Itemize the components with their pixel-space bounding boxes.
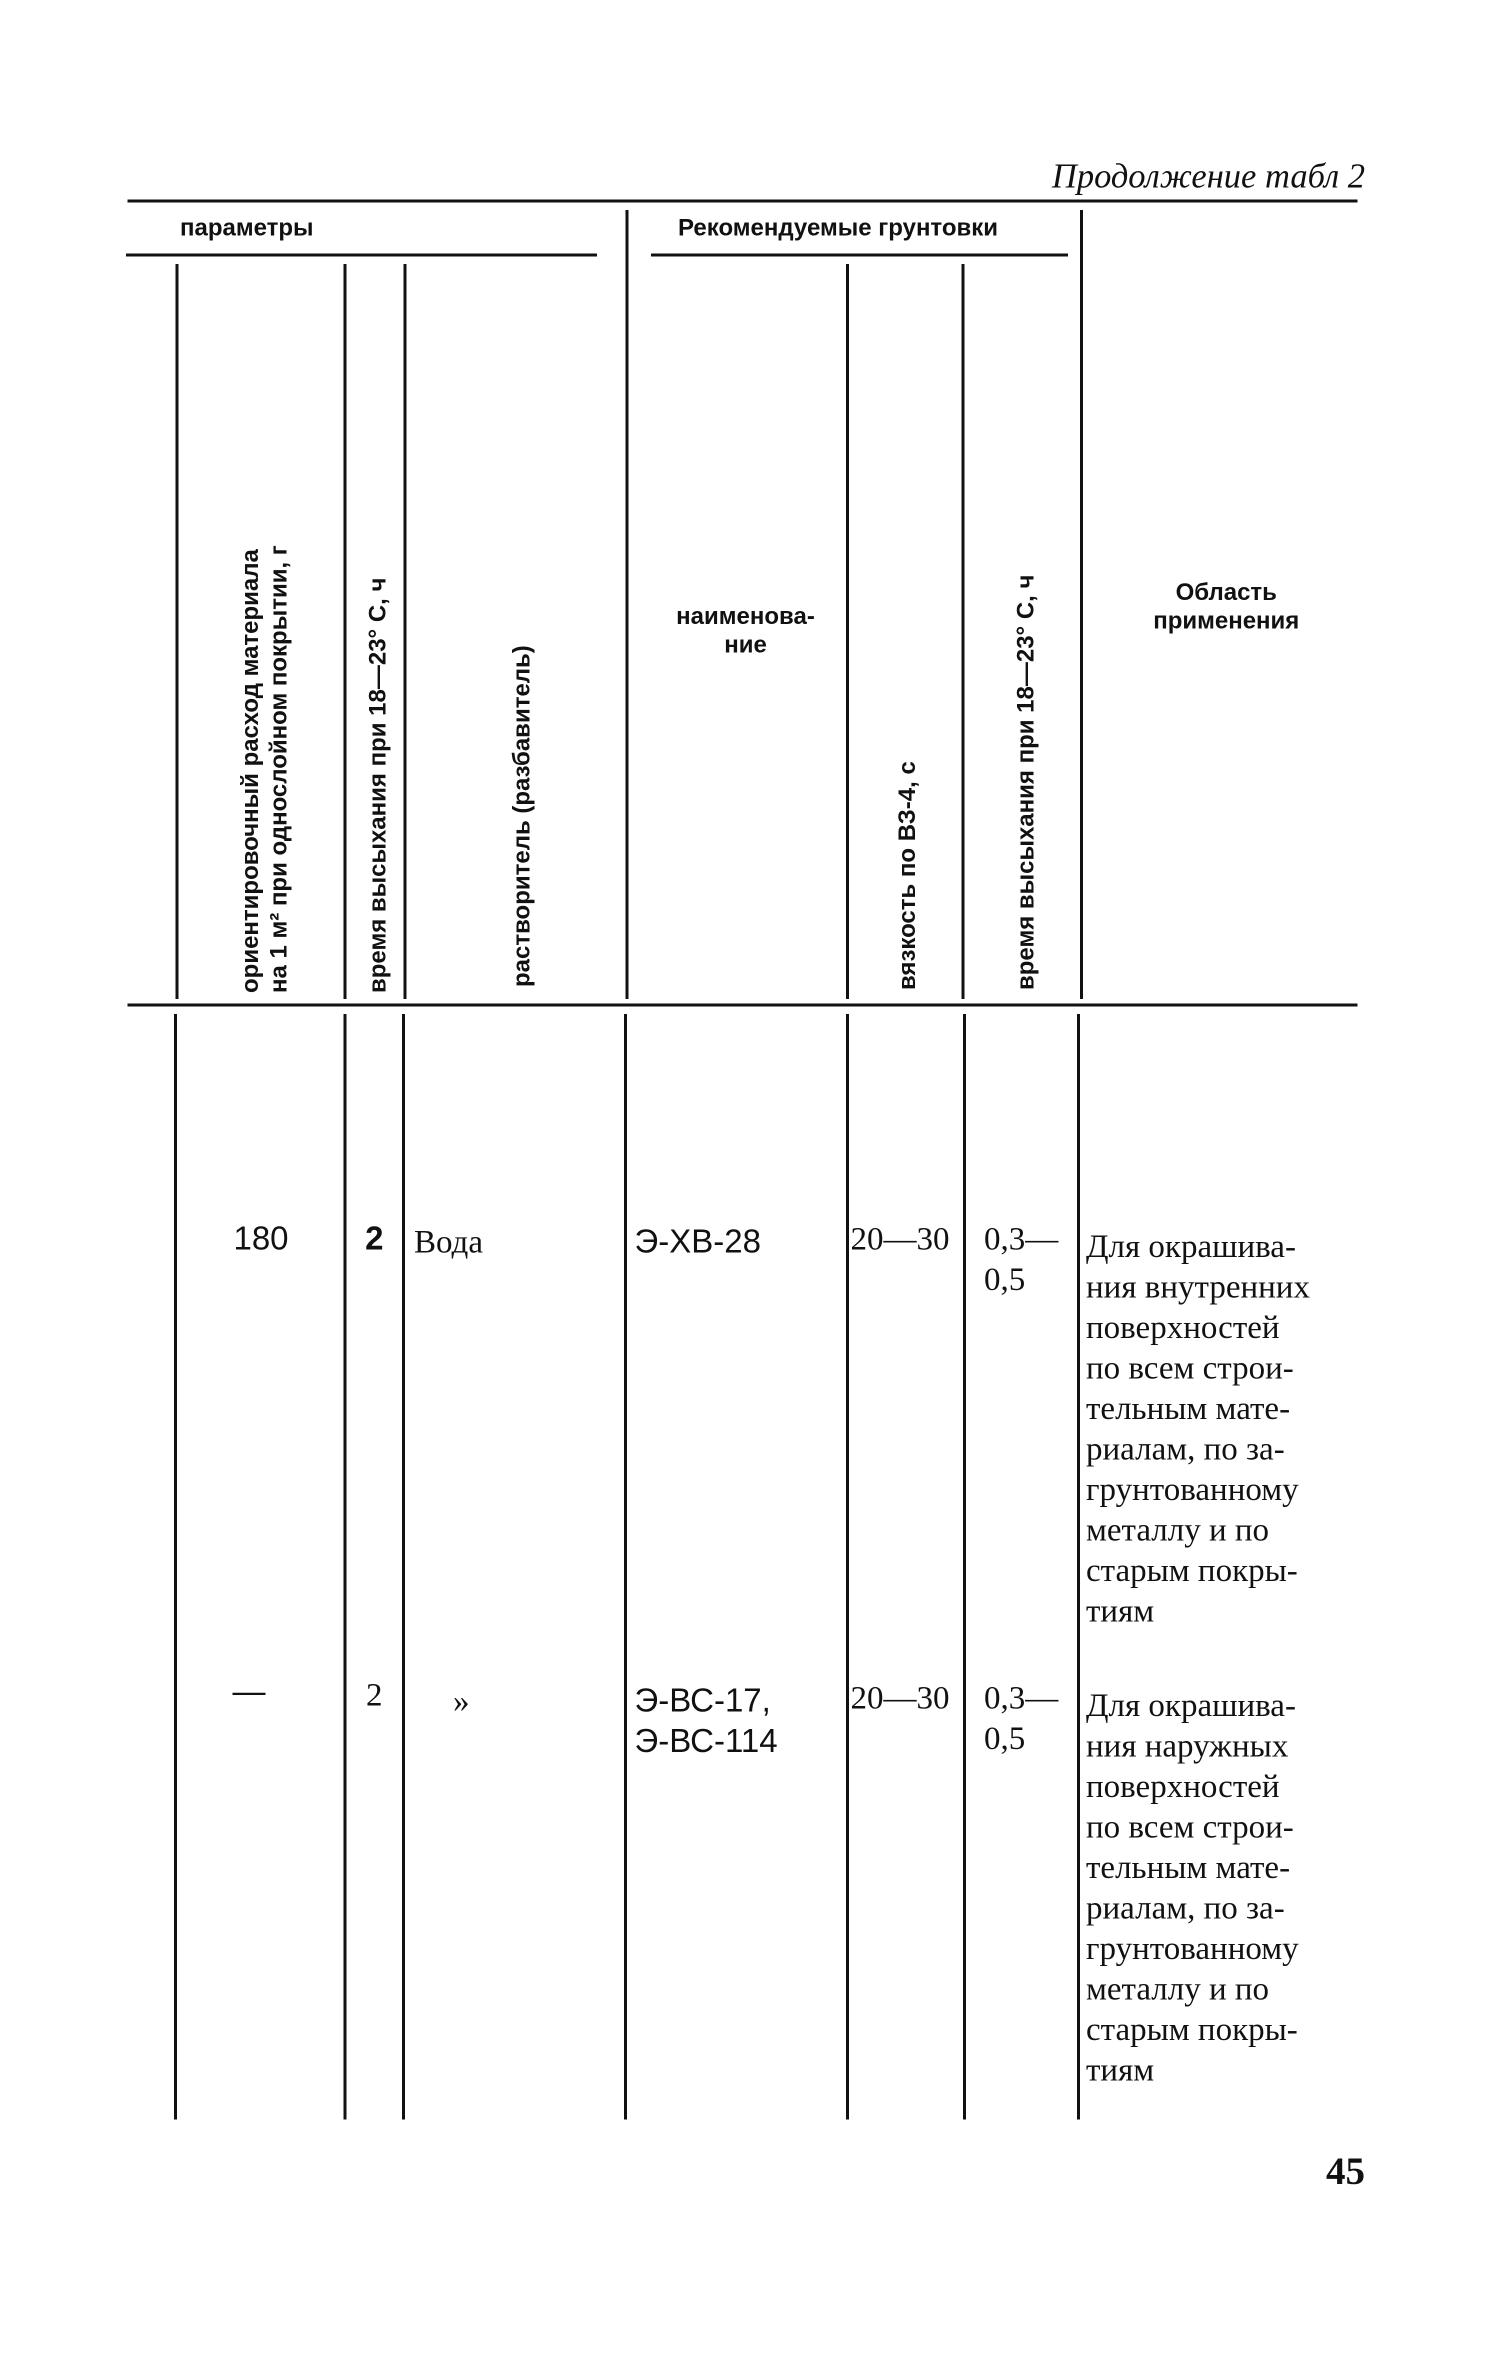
row-1-solvent: Вода [414,1222,483,1260]
row-1-drying-time: 2 [365,1219,384,1257]
column-header-drying-time: время высыхания при 18—23° С, ч [366,577,392,993]
body-divider-col2 [344,1014,347,2120]
column-header-primer-drying-time: время высыхания при 18—23° С, ч [1014,574,1040,990]
parameters-group-header: параметры [180,216,314,242]
row-2-viscosity: 20—30 [850,1678,950,1716]
row-2-solvent: » [453,1681,470,1719]
table-continuation-caption: Продолжение табл 2 [1051,157,1365,195]
header-divider-col1 [176,264,179,999]
body-divider-col6 [963,1014,966,2120]
header-divider-col6 [962,264,965,999]
primers-group-rule [651,254,1068,257]
page-number: 45 [1326,2149,1365,2193]
row-2-drying-time: 2 [366,1675,383,1713]
header-divider-col5 [846,264,849,999]
row-2-consumption: — [232,1672,266,1710]
body-divider-col7 [1077,1014,1080,2120]
parameters-group-rule [126,254,597,257]
body-divider-col3 [402,1014,405,2120]
row-2-primer-drying-time: 0,3— 0,5 [984,1678,1059,1757]
row-1-viscosity: 20—30 [850,1219,950,1257]
header-divider-primers-area [1080,210,1083,999]
row-2-application-area: Для окрашива- ния наружных поверхностей по всем строи- тельным мате- риалам, по за- грунтованному металлу и по старым покры- тиям [1086,1686,1299,2088]
body-divider-col1 [174,1014,177,2120]
row-1-application-area: Для окрашива- ния внутренних поверхностей по всем строи- тельным мате- риалам, по за- грунтованному металлу и по старым покры- тиям [1086,1227,1310,1629]
body-divider-col4 [624,1014,627,2120]
row-1-primer-name: Э-ХВ-28 [634,1222,761,1260]
table-top-rule [128,200,1358,203]
column-header-primer-name: наименова- ние [676,604,815,659]
column-header-solvent: растворитель (разбавитель) [510,645,536,987]
header-divider-params-primers [626,210,629,999]
row-1-consumption: 180 [233,1219,289,1257]
primers-group-header: Рекомендуемые грунтовки [678,216,999,242]
header-divider-col2 [344,264,347,999]
row-1-primer-drying-time: 0,3— 0,5 [984,1219,1059,1298]
header-divider-col3 [404,264,407,999]
body-divider-col5 [846,1014,849,2120]
column-header-consumption: ориентировочный расход материала на 1 м² при однослойном покрытии, г [238,545,293,993]
row-2-primer-name: Э-ВС-17, Э-ВС-114 [634,1681,778,1760]
column-header-application-area: Область применения [1153,580,1300,635]
header-bottom-rule [128,1004,1358,1007]
column-header-viscosity: вязкость по ВЗ-4, с [895,761,921,990]
